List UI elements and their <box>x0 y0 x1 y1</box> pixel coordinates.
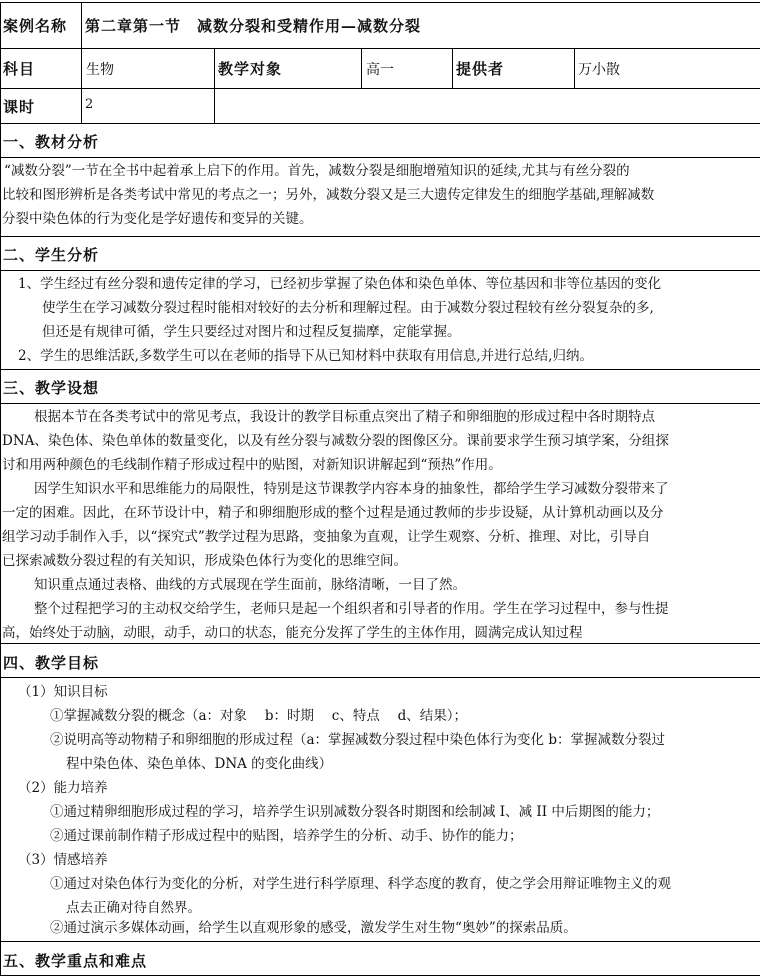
case-name-value: 第二章第一节 减数分裂和受精作用—减数分裂 <box>85 17 422 35</box>
table-rule <box>0 48 760 49</box>
table-col-rule <box>361 48 362 88</box>
paragraph-line: 讨和用两种颜色的毛线制作精子形成过程中的贴图，对新知识讲解起到“预热”作用。 <box>2 457 502 473</box>
table-border-left <box>0 2 1 975</box>
paragraph-line: 但还是有规律可循，学生只要经过对图片和过程反复揣摩，定能掌握。 <box>42 324 461 340</box>
paragraph-line: “减数分裂”一节在全书中起着承上启下的作用。首先，减数分裂是细胞增殖知识的延续,尤其与有丝分裂的 <box>4 163 630 179</box>
table-rule <box>0 941 760 942</box>
table-rule <box>0 88 760 89</box>
subject-label: 科目 <box>3 60 36 78</box>
table-rule <box>0 236 760 237</box>
paragraph-line: ①通过精卵细胞形成过程的学习，培养学生识别减数分裂各时期图和绘制减 I、减 II 中后期图的能力； <box>50 804 660 820</box>
section-title-objectives: 四、教学目标 <box>3 654 100 672</box>
paragraph-line: 程中染色体、染色单体、DNA 的变化曲线） <box>66 756 333 772</box>
paragraph-line: 分裂中染色体的行为变化是学好遗传和变异的关键。 <box>2 211 313 227</box>
table-rule <box>0 975 760 976</box>
section-title-keypoints: 五、教学重点和难点 <box>3 952 148 970</box>
provider-value: 万小散 <box>578 62 620 78</box>
paragraph-line: 已探索减数分裂过程的有关知识，形成染色体行为变化的思维空间。 <box>2 553 407 569</box>
paragraph-line: ①掌握减数分裂的概念（a：对象 b：时期 c、特点 d、结果）； <box>50 708 468 724</box>
paragraph-line: 知识重点通过表格、曲线的方式展现在学生面前，脉络清晰，一目了然。 <box>34 577 466 593</box>
table-rule <box>0 369 760 370</box>
section-title-design: 三、教学设想 <box>3 379 100 397</box>
table-rule <box>0 270 760 271</box>
table-rule <box>0 157 760 158</box>
section-title-material: 一、教材分析 <box>3 133 100 151</box>
paragraph-line: 使学生在学习减数分裂过程时能相对较好的去分析和理解过程。由于减数分裂过程较有丝分裂复杂的多, <box>42 300 654 316</box>
audience-value: 高一 <box>366 62 394 78</box>
paragraph-line: 1、学生经过有丝分裂和遗传定律的学习，已经初步掌握了染色体和染色单体、等位基因和非等位基因的变化 <box>18 276 662 292</box>
hours-value: 2 <box>85 97 94 112</box>
subheading-emotion: （3）情感培养 <box>18 852 108 868</box>
subheading-ability: （2）能力培养 <box>18 780 108 796</box>
table-col-rule <box>214 48 215 123</box>
subheading-knowledge: （1）知识目标 <box>18 684 108 700</box>
paragraph-line: 点去正确对待自然界。 <box>66 900 201 916</box>
paragraph-line: 因学生知识水平和思维能力的局限性，特别是这节课教学内容本身的抽象性，都给学生学习减数分裂带来了 <box>34 481 669 497</box>
paragraph-line: 根据本节在各类考试中的常见考点，我设计的教学目标重点突出了精子和卵细胞的形成过程中各时期特点 <box>34 409 655 425</box>
paragraph-line: 高，始终处于动脑，动眼，动手，动口的状态，能充分发挥了学生的主体作用，圆满完成认知过程 <box>2 625 583 641</box>
table-rule <box>0 403 760 404</box>
paragraph-line: DNA、染色体、染色单体的数量变化，以及有丝分裂与减数分裂的图像区分。课前要求学生预习填学案，分组探 <box>2 433 669 449</box>
paragraph-line: ②说明高等动物精子和卵细胞的形成过程（a：掌握减数分裂过程中染色体行为变化 b：掌握减数分裂过 <box>50 732 665 748</box>
table-rule <box>0 123 760 124</box>
table-col-rule <box>452 48 453 88</box>
table-rule <box>0 677 760 678</box>
audience-label: 教学对象 <box>218 60 283 78</box>
paragraph-line: 一定的困难。因此，在环节设计中，精子和卵细胞形成的整个过程是通过教师的步步设疑，从计算机动画以及分 <box>2 505 664 521</box>
table-border-top <box>0 2 760 3</box>
paragraph-line: ②通过课前制作精子形成过程中的贴图，培养学生的分析、动手、协作的能力； <box>50 828 523 844</box>
paragraph-line: 组学习动手制作入手，以“探究式”教学过程为思路，变抽象为直观，让学生观察、分析、推理、对比，引导自 <box>2 529 651 545</box>
paragraph-line: ②通过演示多媒体动画，给学生以直观形象的感受，激发学生对生物“奥妙”的探索品质。 <box>50 920 577 936</box>
paragraph-line: 整个过程把学习的主动权交给学生，老师只是起一个组织者和引导者的作用。学生在学习过程中，参与性提 <box>34 601 669 617</box>
table-col-rule <box>574 48 575 88</box>
paragraph-line: 比较和图形辨析是各类考试中常见的考点之一；另外，减数分裂又是三大遗传定律发生的细胞学基础,理解减数 <box>2 187 655 203</box>
paragraph-line: ①通过对染色体行为变化的分析，对学生进行科学原理、科学态度的教育，使之学会用辩证唯物主义的观 <box>50 876 671 892</box>
section-title-students: 二、学生分析 <box>3 246 100 264</box>
provider-label: 提供者 <box>456 60 505 78</box>
paragraph-line: 2、学生的思维活跃,多数学生可以在老师的指导下从已知材料中获取有用信息,并进行总结,归纳。 <box>18 348 593 364</box>
subject-value: 生物 <box>86 62 114 78</box>
table-col-rule <box>81 2 82 123</box>
case-name-label: 案例名称 <box>3 17 68 35</box>
hours-label: 课时 <box>3 98 36 116</box>
